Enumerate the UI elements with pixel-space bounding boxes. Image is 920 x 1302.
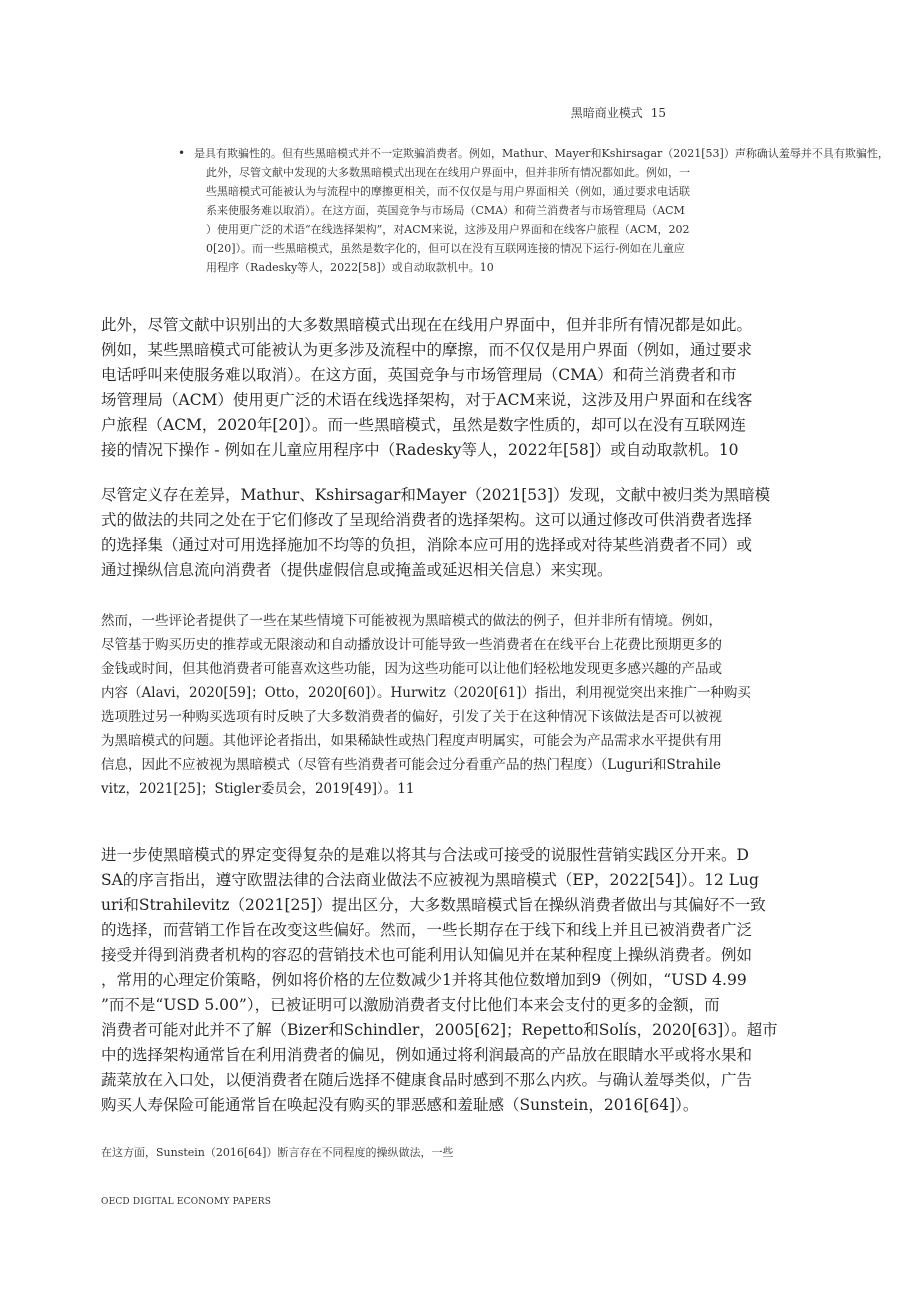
text-line: 例如，某些黑暗模式可能被认为更多涉及流程中的摩擦，而不仅仅是用户界面（例如，通过要求	[101, 341, 753, 359]
text-line: SA的序言指出，遵守欧盟法律的合法商业做法不应被视为黑暗模式（EP，2022[54]）。12 Lug	[101, 871, 759, 889]
text-line: ，常用的心理定价策略，例如将价格的左位数减少1并将其他位数增加到9（例如，“USD 4.99	[101, 971, 747, 989]
text-line: 信息，因此不应被视为黑暗模式（尽管有些消费者可能会过分看重产品的热门程度）（Luguri和Strahile	[101, 757, 722, 773]
text-line: 通过操纵信息流向消费者（提供虚假信息或掩盖或延迟相关信息）来实现。	[101, 561, 613, 579]
bullet-icon: •	[178, 146, 186, 160]
text-line: 中的选择架构通常旨在利用消费者的偏见，例如通过将利润最高的产品放在眼睛水平或将水果和	[101, 1046, 753, 1064]
footnote-line: 些黑暗模式可能被认为与流程中的摩擦更相关，而不仅仅是与用户界面相关（例如，通过要求电话联	[206, 185, 690, 198]
page-number: 15	[650, 106, 666, 120]
running-footer: OECD DIGITAL ECONOMY PAPERS	[101, 1197, 272, 1207]
footnote-line: ）使用更广泛的术语“在线选择架构”，对ACM来说，这涉及用户界面和在线客户旅程（ACM，202	[206, 223, 690, 236]
text-line: 的选择，而营销工作旨在改变这些偏好。然而，一些长期存在于线下和线上并且已被消费者广泛	[101, 921, 753, 939]
text-line: uri和Strahilevitz（2021[25]）提出区分，大多数黑暗模式旨在操纵消费者做出与其偏好不一致	[101, 896, 766, 914]
footnote-line: 0[20]）。而一些黑暗模式，虽然是数字化的，但可以在没有互联网连接的情况下运行-例如在儿童应	[206, 242, 685, 255]
text-line: 此外，尽管文献中识别出的大多数黑暗模式出现在在线用户界面中，但并非所有情况都是如此。	[101, 316, 753, 334]
text-line: vitz，2021[25]；Stigler委员会，2019[49]）。11	[101, 781, 415, 797]
text-line: 尽管定义存在差异，Mathur、Kshirsagar和Mayer（2021[53]）发现，文献中被归类为黑暗模	[101, 486, 771, 504]
text-line: 进一步使黑暗模式的界定变得复杂的是难以将其与合法或可接受的说服性营销实践区分开来。D	[101, 846, 749, 864]
paragraph-2	[101, 483, 823, 583]
text-line: 为黑暗模式的问题。其他评论者指出，如果稀缺性或热门程度声明属实，可能会为产品需求水平提供有用	[101, 733, 722, 749]
text-line: 户旅程（ACM，2020年[20]）。而一些黑暗模式，虽然是数字性质的，却可以在没有互联网连	[101, 416, 746, 434]
paragraph-1	[101, 313, 823, 463]
text-line: 蔬菜放在入口处，以便消费者在随后选择不健康食品时感到不那么内疚。与确认羞辱类似，广告	[101, 1071, 753, 1089]
footnote-line: 是具有欺骗性的。但有些黑暗模式并不一定欺骗消费者。例如，Mathur、Mayer和Kshirsagar（2021[53]）声称确认羞辱并不具有欺骗性，	[194, 147, 889, 160]
text-line: 接的情况下操作 - 例如在儿童应用程序中（Radesky等人，2022年[58]）或自动取款机。10	[101, 441, 739, 459]
text-line: 尽管基于购买历史的推荐或无限滚动和自动播放设计可能导致一些消费者在在线平台上花费比预期更多的	[101, 637, 722, 653]
text-line: 电话呼叫来使服务难以取消）。在这方面，英国竞争与市场管理局（CMA）和荷兰消费者和市	[101, 366, 737, 384]
text-line: 金钱或时间，但其他消费者可能喜欢这些功能，因为这些功能可以让他们轻松地发现更多感兴趣的产品或	[101, 661, 722, 677]
continuation-note: 在这方面，Sunstein（2016[64]）断言存在不同程度的操纵做法，一些	[101, 1146, 454, 1159]
paragraph-3	[101, 609, 823, 801]
text-line: 消费者可能对此并不了解（Bizer和Schindler，2005[62]；Repetto和Solís，2020[63]）。超市	[101, 1021, 778, 1039]
footnote-line: 此外，尽管文献中发现的大多数黑暗模式出现在在线用户界面中，但并非所有情况都如此。例如，一	[206, 166, 690, 179]
text-line: 选项胜过另一种购买选项有时反映了大多数消费者的偏好，引发了关于在这种情况下该做法是否可以被视	[101, 709, 722, 725]
text-line: 场管理局（ACM）使用更广泛的术语在线选择架构，对于ACM来说，这涉及用户界面和在线客	[101, 391, 753, 409]
text-line: ”而不是“USD 5.00”），已被证明可以激励消费者支付比他们本来会支付的更多的金额，而	[101, 996, 720, 1014]
footnote-line: 用程序（Radesky等人，2022[58]）或自动取款机中。10	[206, 261, 494, 274]
text-line: 式的做法的共同之处在于它们修改了呈现给消费者的选择架构。这可以通过修改可供消费者选择	[101, 511, 753, 529]
text-line: 的选择集（通过对可用选择施加不均等的负担，消除本应可用的选择或对待某些消费者不同）或	[101, 536, 753, 554]
text-line: 购买人寿保险可能通常旨在唤起没有购买的罪恶感和羞耻感（Sunstein，2016[64]）。	[101, 1096, 699, 1114]
bullet-footnote	[178, 144, 920, 277]
footnote-line: 系来使服务难以取消）。在这方面，英国竞争与市场局（CMA）和荷兰消费者与市场管理局（ACM	[206, 204, 685, 217]
running-header	[571, 104, 666, 121]
text-line: 接受并得到消费者机构的容忍的营销技术也可能利用认知偏见并在某种程度上操纵消费者。例如	[101, 946, 753, 964]
header-title: 黑暗商业模式	[570, 106, 643, 120]
text-line: 然而，一些评论者提供了一些在某些情境下可能被视为黑暗模式的做法的例子，但并非所有情境。例如，	[101, 613, 722, 629]
paragraph-4	[101, 843, 823, 1118]
text-line: 内容（Alavi，2020[59]；Otto，2020[60]）。Hurwitz（2020[61]）指出，利用视觉突出来推广一种购买	[101, 685, 751, 701]
